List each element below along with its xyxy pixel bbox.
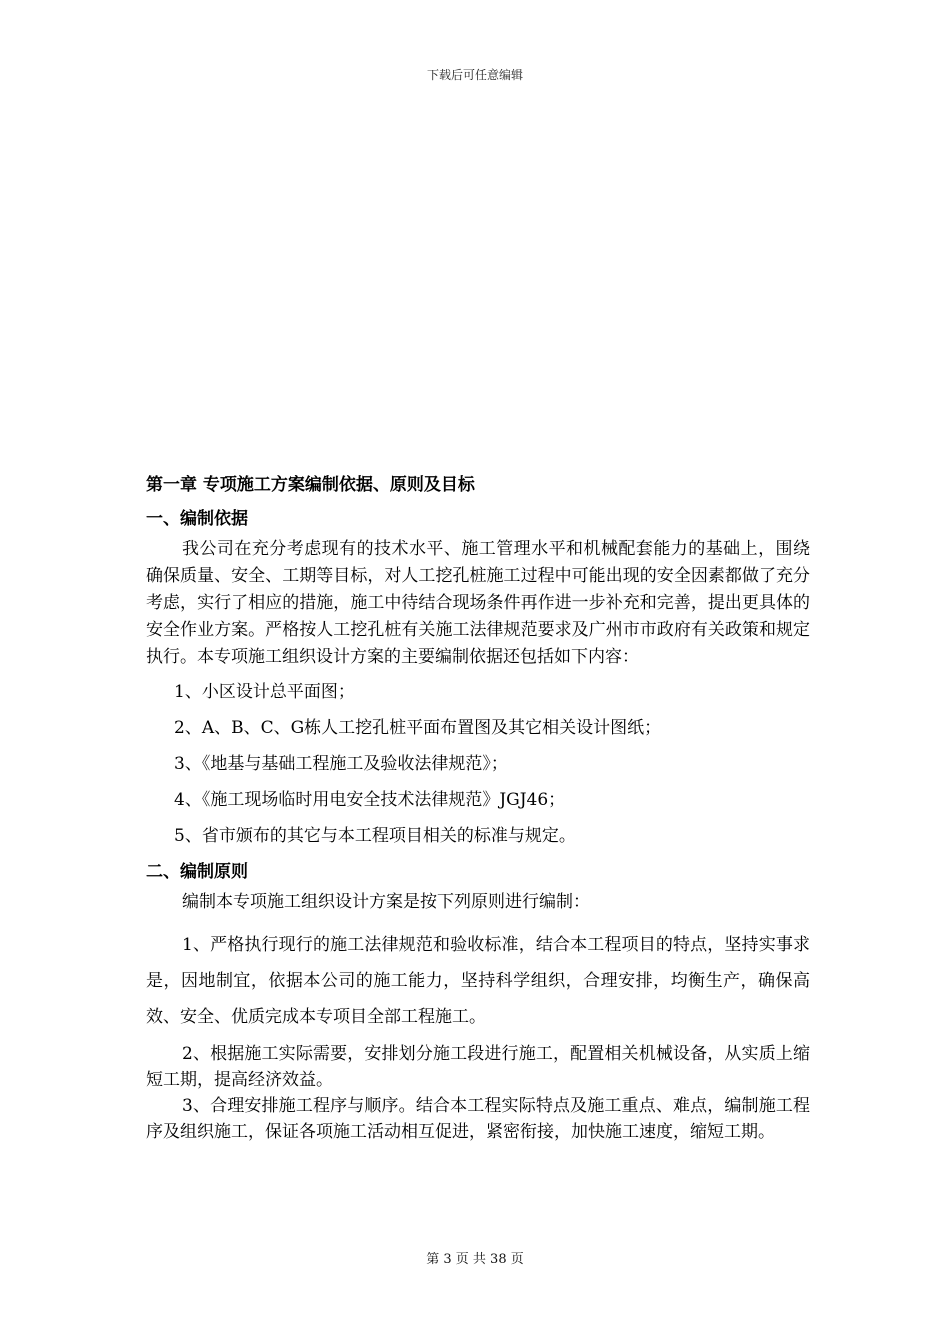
section-heading-basis: 一、编制依据 [146, 509, 248, 529]
principle-2: 2、根据施工实际需要，安排划分施工段进行施工，配置相关机械设备，从实质上缩短工期，提高经济效益。 [146, 1044, 810, 1090]
basis-item-5: 5、省市颁布的其它与本工程项目相关的标准与规定。 [174, 826, 576, 846]
principle-1: 1、严格执行现行的施工法律规范和验收标准，结合本工程项目的特点，坚持实事求是，因地制宜，依据本公司的施工能力，坚持科学组织，合理安排，均衡生产，确保高效、安全、优质完成本专项目全部工程施工。 [146, 935, 810, 1027]
chapter-title: 第一章 专项施工方案编制依据、原则及目标 [146, 475, 475, 495]
basis-item-2: 2、A、B、C、G栋人工挖孔桩平面布置图及其它相关设计图纸； [174, 718, 662, 738]
page-header: 下载后可任意编辑 [426, 68, 523, 82]
principles-intro: 编制本专项施工组织设计方案是按下列原则进行编制： [182, 892, 590, 912]
basis-item-4: 4、《施工现场临时用电安全技术法律规范》JGJ46； [174, 790, 566, 810]
basis-item-3: 3、《地基与基础工程施工及验收法律规范》； [174, 754, 508, 774]
principle-3: 3、合理安排施工程序与顺序。结合本工程实际特点及施工重点、难点，编制施工程序及组织施工，保证各项施工活动相互促进，紧密衔接，加快施工速度，缩短工期。 [146, 1096, 810, 1142]
basis-item-1: 1、小区设计总平面图； [174, 682, 355, 702]
page-footer: 第 3 页 共 38 页 [426, 1252, 524, 1267]
document-body [146, 472, 810, 1145]
basis-paragraph: 我公司在充分考虑现有的技术水平、施工管理水平和机械配套能力的基础上，围绕确保质量、安全、工期等目标，对人工挖孔桩施工过程中可能出现的安全因素都做了充分考虑，实行了相应的措施，施工中待结合现场条件再作进一步补充和完善，提出更具体的安全作业方案。严格按人工挖孔桩有关施工法律规范要求及广州市市政府有关政策和规定执行。本专项施工组织设计方案的主要编制依据还包括如下内容： [146, 539, 810, 667]
section-heading-principles: 二、编制原则 [146, 862, 248, 882]
